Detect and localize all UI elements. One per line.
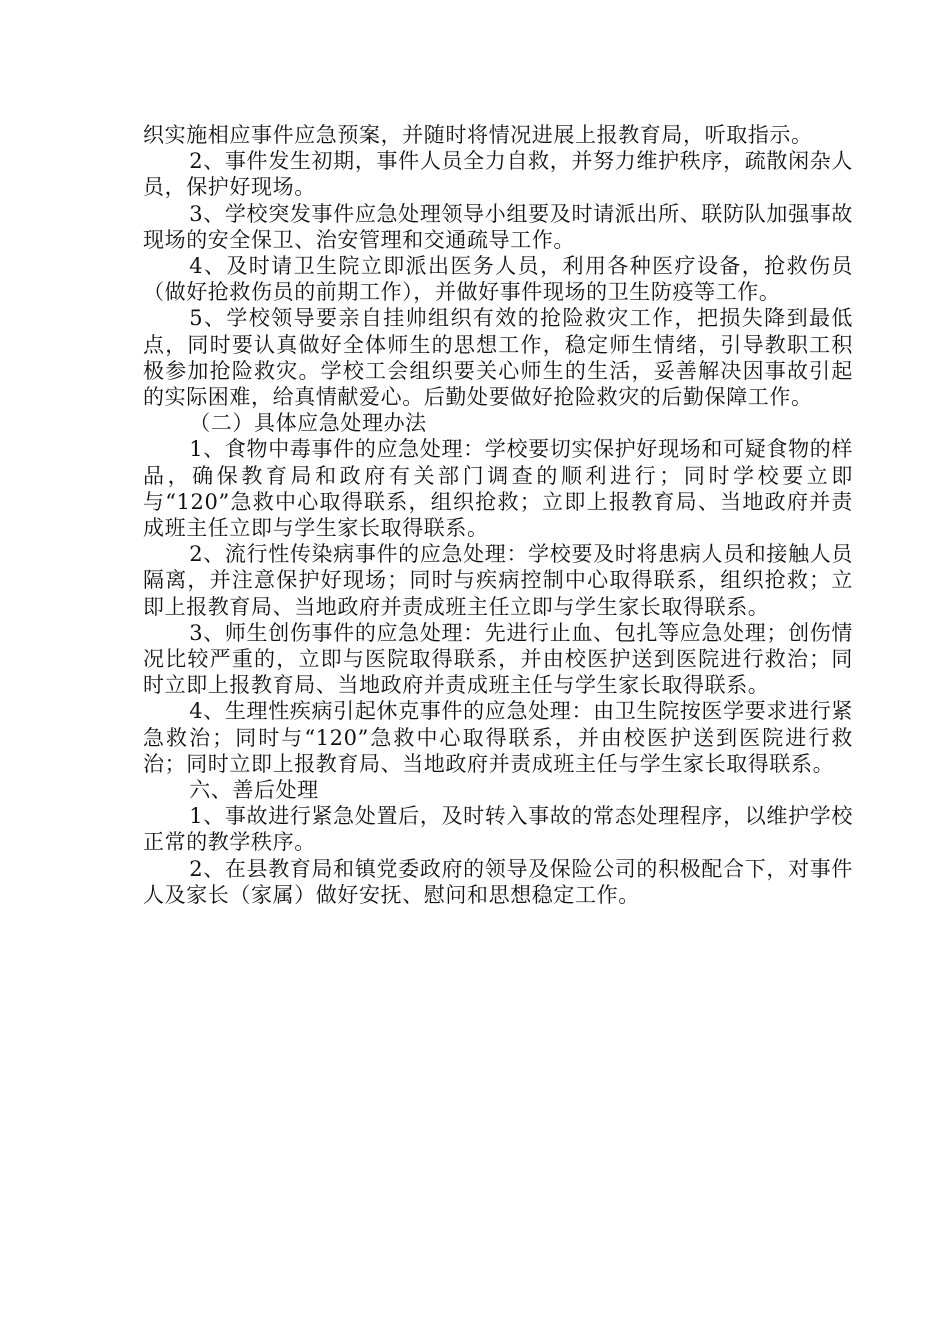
section-heading-specific-measures: （二）具体应急处理办法 (189, 411, 427, 436)
document-body (143, 122, 853, 908)
paragraph-injury: 3、师生创伤事件的应急处理：先进行止血、包扎等应急处理；创伤情况比较严重的，立即与医院取得联系，并由校医护送到医院进行救治；同时立即上报教育局、当地政府并责成班主任与学生家长取得联系。 (143, 620, 853, 698)
paragraph-item-5: 5、学校领导要亲自挂帅组织有效的抢险救灾工作，把损失降到最低点，同时要认真做好全体师生的思想工作，稳定师生情绪，引导教职工积极参加抢险救灾。学校工会组织要关心师生的生活，妥善解决因事故引起的实际困难，给真情献爱心。后勤处要做好抢险救灾的后勤保障工作。 (143, 306, 853, 410)
section-heading-aftermath: 六、善后处理 (189, 778, 319, 803)
paragraph-aftermath-1: 1、事故进行紧急处置后，及时转入事故的常态处理程序，以维护学校正常的教学秩序。 (143, 804, 853, 855)
paragraph-continuation: 织实施相应事件应急预案，并随时将情况进展上报教育局，听取指示。 (143, 123, 813, 147)
paragraph-item-4: 4、及时请卫生院立即派出医务人员，利用各种医疗设备，抢救伤员（做好抢救伤员的前期工作），并做好事件现场的卫生防疫等工作。 (143, 254, 853, 305)
paragraph-item-2: 2、事件发生初期，事件人员全力自救，并努力维护秩序，疏散闲杂人员，保护好现场。 (143, 149, 853, 200)
paragraph-shock: 4、生理性疾病引起休克事件的应急处理：由卫生院按医学要求进行紧急救治；同时与“120”急救中心取得联系，并由校医护送到医院进行救治；同时立即上报教育局、当地政府并责成班主任与学生家长取得联系。 (143, 699, 853, 776)
paragraph-food-poisoning: 1、食物中毒事件的应急处理：学校要切实保护好现场和可疑食物的样品，确保教育局和政府有关部门调查的顺利进行；同时学校要立即与“120”急救中心取得联系，组织抢救；立即上报教育局、当地政府并责成班主任立即与学生家长取得联系。 (143, 437, 853, 541)
paragraph-item-3: 3、学校突发事件应急处理领导小组要及时请派出所、联防队加强事故现场的安全保卫、治安管理和交通疏导工作。 (143, 201, 853, 252)
paragraph-infectious-disease: 2、流行性传染病事件的应急处理：学校要及时将患病人员和接触人员隔离，并注意保护好现场；同时与疾病控制中心取得联系，组织抢救；立即上报教育局、当地政府并责成班主任立即与学生家长取得联系。 (143, 542, 853, 619)
paragraph-aftermath-2: 2、在县教育局和镇党委政府的领导及保险公司的积极配合下，对事件人及家长（家属）做好安抚、慰问和思想稳定工作。 (143, 856, 853, 907)
